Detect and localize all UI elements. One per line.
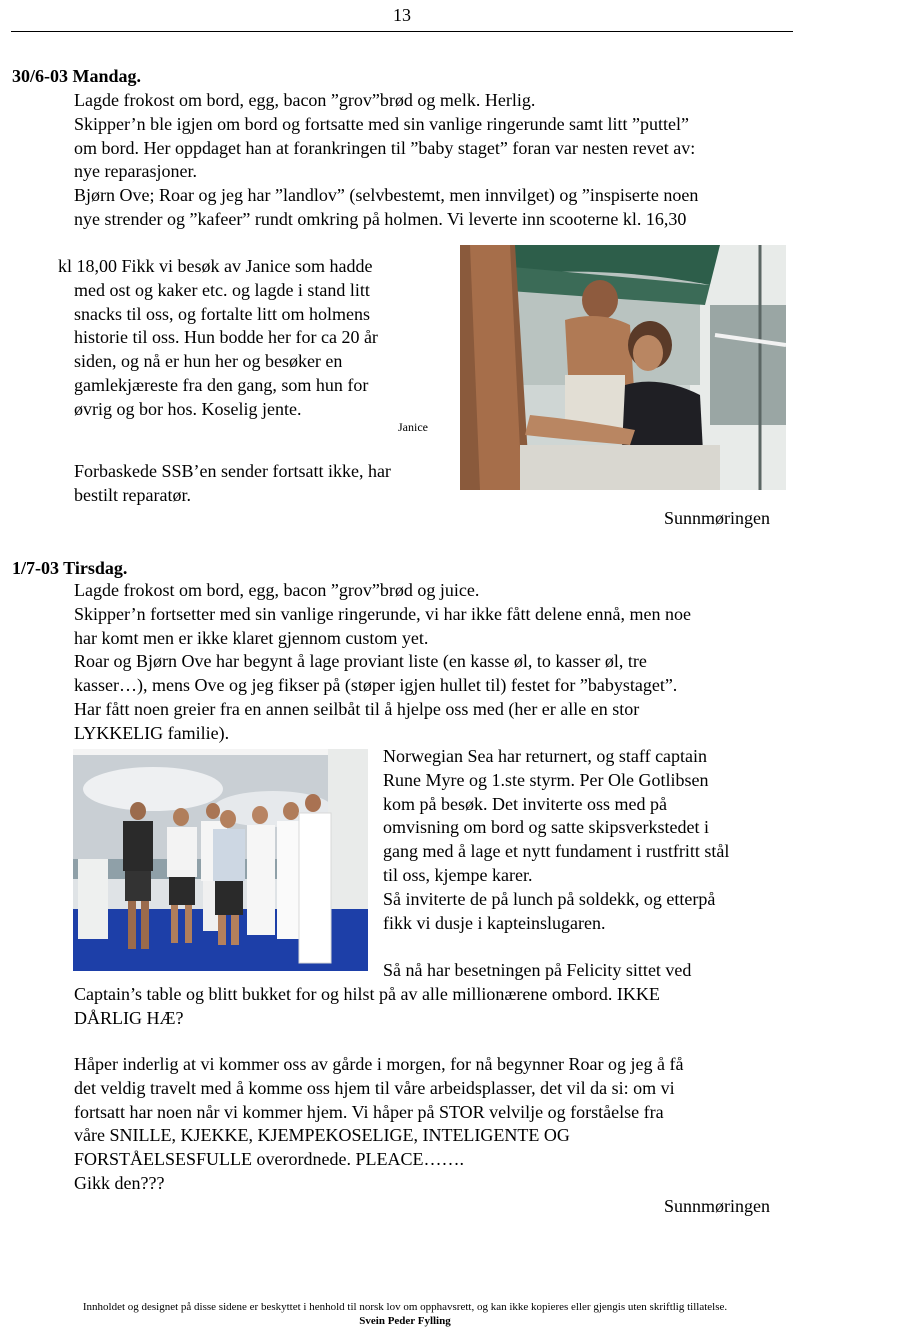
- entry2-sea-text: [383, 745, 729, 935]
- page-number: 13: [393, 5, 411, 25]
- entry1-signature: Sunnmøringen: [664, 508, 770, 528]
- text-line: gamlekjæreste fra den gang, som hun for: [74, 374, 369, 395]
- text-line: har komt men er ikke klaret gjennom custom yet.: [74, 627, 429, 648]
- text-line: øvrig og bor hos. Koselig jente.: [74, 398, 302, 419]
- janice-photo: [460, 245, 786, 490]
- photo-caption: Janice: [398, 420, 428, 434]
- text-line: Norwegian Sea har returnert, og staff captain: [383, 746, 708, 766]
- entry1-visit-text: [58, 255, 378, 422]
- text-line: DÅRLIG HÆ?: [74, 1007, 184, 1028]
- text-line: LYKKELIG familie).: [74, 722, 230, 743]
- header-rule: [11, 31, 793, 32]
- text-line: historie til oss. Hun bodde her for ca 20 år: [74, 327, 378, 348]
- entry1-heading: 30/6-03 Mandag.: [12, 66, 142, 86]
- text-line: gang med å lage et nytt fundament i rustfritt stål: [383, 841, 730, 862]
- entry2-crew-text: [74, 983, 660, 1031]
- text-line: Har fått noen greier fra en annen seilbåt til å hjelpe oss med (her er alle en stor: [74, 698, 640, 719]
- text-line: Så inviterte de på lunch på soldekk, og etterpå: [383, 888, 716, 909]
- text-line: nye reparasjoner.: [74, 161, 197, 182]
- text-line: våre SNILLE, KJEKKE, KJEMPEKOSELIGE, INTELIGENTE OG: [74, 1125, 570, 1146]
- author-name: Svein Peder Fylling: [359, 1315, 451, 1327]
- text-line: FORSTÅELSESFULLE overordnede. PLEACE…….: [74, 1149, 464, 1170]
- text-line: fortsatt har noen når vi kommer hjem. Vi håper på STOR velvilje og forståelse fra: [74, 1101, 664, 1122]
- text-line: Captain’s table og blitt bukket for og hilst på av alle millionærene ombord. IKKE: [74, 984, 660, 1004]
- entry2-signature: Sunnmøringen: [664, 1196, 770, 1216]
- text-line: Bjørn Ove; Roar og jeg har ”landlov” (selvbestemt, men innvilget) og ”inspiserte noen: [74, 185, 699, 206]
- text-line: fikk vi dusje i kapteinslugaren.: [383, 912, 606, 933]
- text-line: Forbaskede SSB’en sender fortsatt ikke, har: [74, 461, 391, 481]
- text-line: Roar og Bjørn Ove har begynt å lage proviant liste (en kasse øl, to kasser øl, tre: [74, 651, 647, 672]
- text-line: nye strender og ”kafeer” rundt omkring på holmen. Vi leverte inn scooterne kl. 16,30: [74, 208, 687, 229]
- copyright-notice: Innholdet og designet på disse sidene er beskyttet i henhold til norsk lov om opphavsrett, og kan ikke kopieres eller gjengis uten skriftlig tillatelse.: [82, 1301, 728, 1313]
- text-line: Lagde frokost om bord, egg, bacon ”grov”brød og melk. Herlig.: [74, 90, 536, 110]
- text-line: siden, og nå er hun her og besøker en: [74, 351, 343, 372]
- text-line: Håper inderlig at vi kommer oss av gårde i morgen, for nå begynner Roar og jeg å få: [74, 1054, 684, 1074]
- text-line: Skipper’n ble igjen om bord og fortsatte med sin vanlige ringerunde samt litt ”puttel”: [74, 113, 690, 134]
- text-line: Gikk den???: [74, 1172, 165, 1193]
- entry1-ssb-text: [74, 460, 391, 508]
- text-line: Skipper’n fortsetter med sin vanlige ringerunde, vi har ikke fått delene ennå, men noe: [74, 603, 691, 624]
- text-line: bestilt reparatør.: [74, 484, 191, 505]
- text-line: Lagde frokost om bord, egg, bacon ”grov”brød og juice.: [74, 580, 480, 600]
- entry2-heading: 1/7-03 Tirsdag.: [12, 558, 128, 578]
- entry1-body: [74, 89, 698, 232]
- text-line: kl 18,00 Fikk vi besøk av Janice som hadde: [58, 256, 373, 276]
- text-line: kom på besøk. Det inviterte oss med på: [383, 793, 667, 814]
- entry2-hope-text: [74, 1053, 683, 1196]
- text-line: det veldig travelt med å komme oss hjem til våre arbeidsplasser, det vil da si: om vi: [74, 1077, 675, 1098]
- text-line: snacks til oss, og fortalte litt om holmens: [74, 303, 370, 324]
- text-line: kasser…), mens Ove og jeg fikser på (støper igjen hullet til) festet for ”babystaget”.: [74, 675, 678, 696]
- text-line: Rune Myre og 1.ste styrm. Per Ole Gotlibsen: [383, 769, 709, 790]
- text-line: med ost og kaker etc. og lagde i stand litt: [74, 279, 370, 300]
- text-line: til oss, kjempe karer.: [383, 864, 533, 885]
- text-line: omvisning om bord og satte skipsverkstedet i: [383, 817, 709, 838]
- text-line: om bord. Her oppdaget han at forankringen til ”baby staget” foran var nesten revet av:: [74, 137, 696, 158]
- crew-photo: [73, 749, 368, 971]
- entry2-body: [74, 579, 691, 746]
- crew-line-1: Så nå har besetningen på Felicity sittet ved: [383, 960, 692, 980]
